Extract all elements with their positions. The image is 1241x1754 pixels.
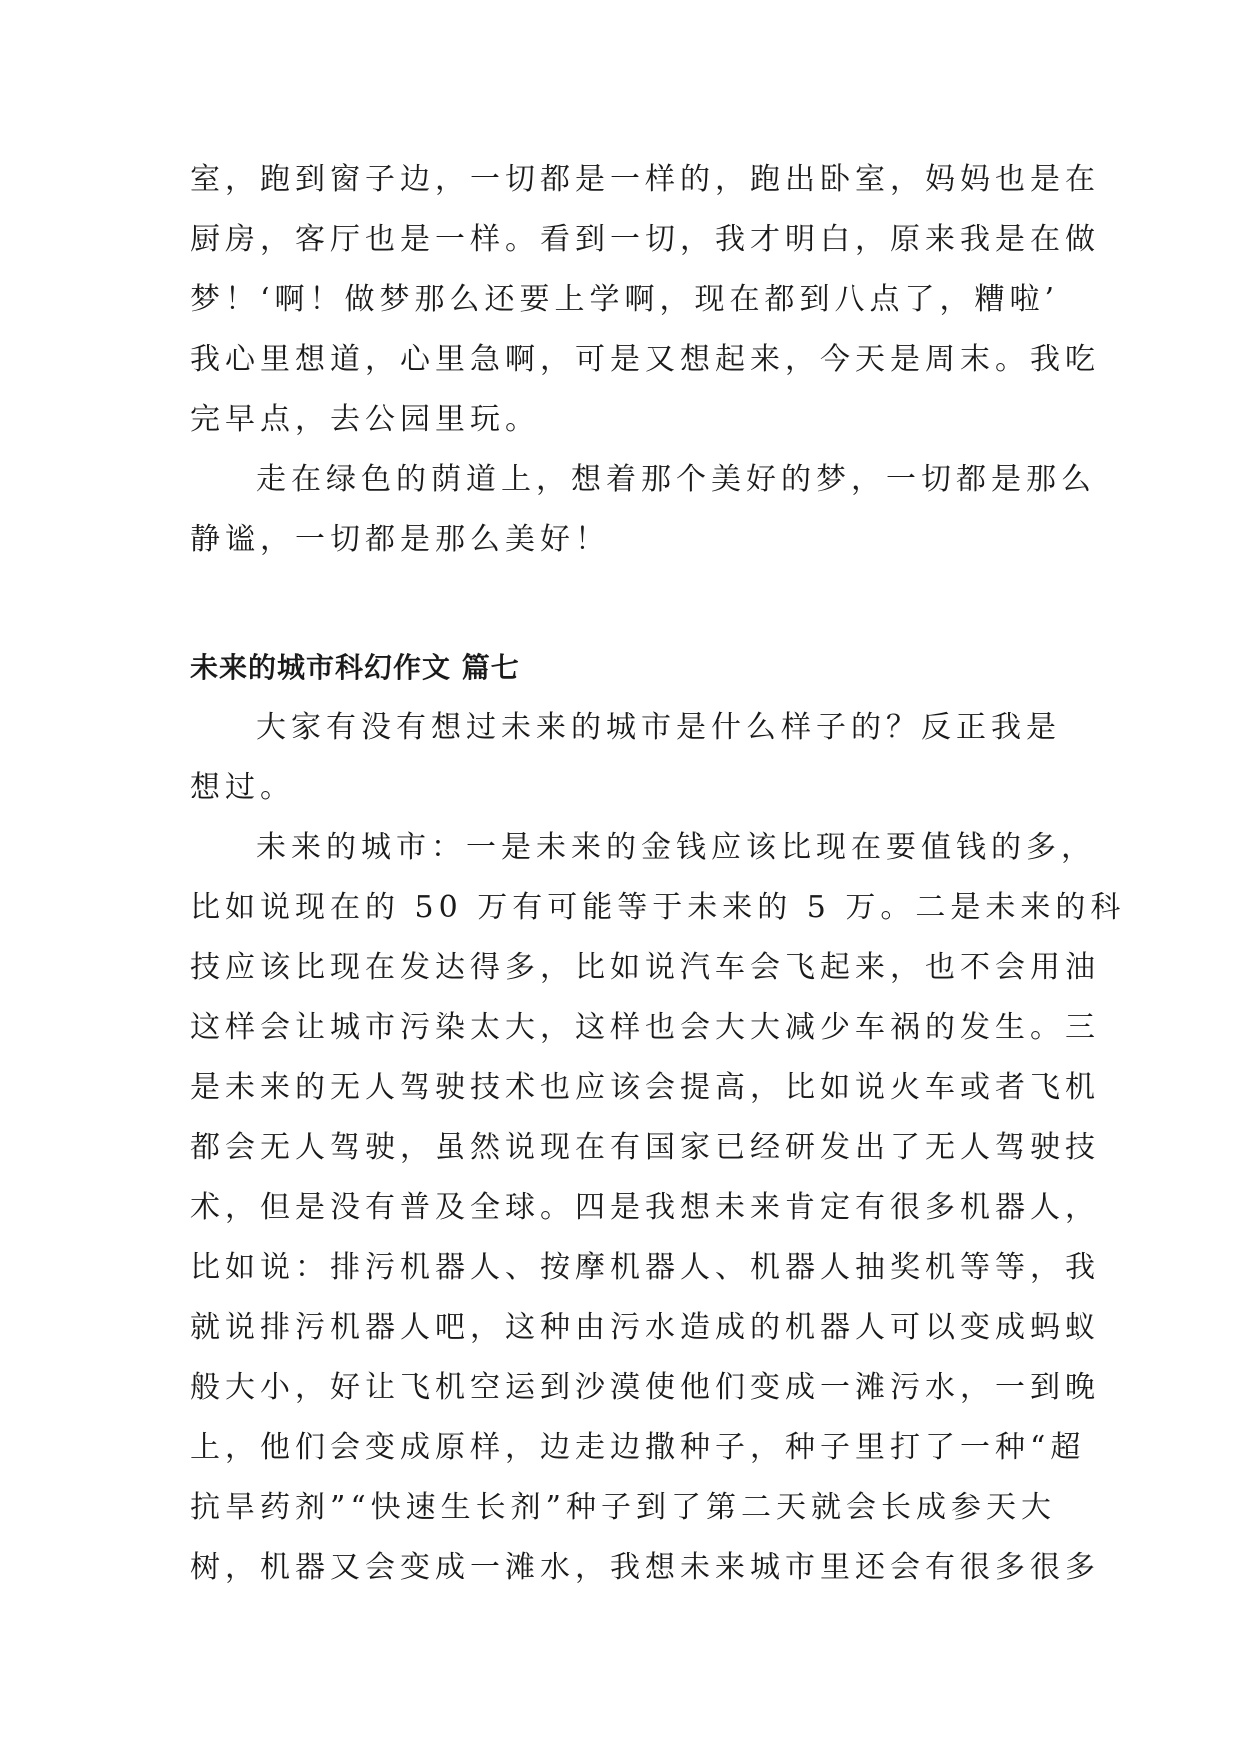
text-line: 就说排污机器人吧，这种由污水造成的机器人可以变成蚂蚁 [190, 1310, 1100, 1345]
text-line: 比如说现在的 50 万有可能等于未来的 5 万。二是未来的科 [190, 890, 1126, 925]
text-line: 上，他们会变成原样，边走边撒种子，种子里打了一种“超 [190, 1430, 1086, 1465]
text-line: 是未来的无人驾驶技术也应该会提高，比如说火车或者飞机 [190, 1070, 1100, 1105]
paragraph-future-city [190, 818, 1126, 1598]
document-page [190, 150, 1126, 1598]
text-line: 完早点，去公园里玩。 [190, 402, 540, 437]
text-line: 技应该比现在发达得多，比如说汽车会飞起来，也不会用油 [190, 950, 1100, 985]
text-line: 都会无人驾驶，虽然说现在有国家已经研发出了无人驾驶技 [190, 1130, 1100, 1165]
section-gap [190, 570, 1050, 638]
text-line: 想过。 [190, 770, 295, 805]
text-line: 这样会让城市污染太大，这样也会大大减少车祸的发生。三 [190, 1010, 1100, 1045]
text-line: 术，但是没有普及全球。四是我想未来肯定有很多机器人， [190, 1190, 1100, 1225]
paragraph-intro-question [190, 698, 1061, 818]
text-line: 我心里想道，心里急啊，可是又想起来，今天是周末。我吃 [190, 342, 1100, 377]
text-line: 静谧，一切都是那么美好！ [190, 522, 610, 557]
text-line: 抗旱药剂”“快速生长剂”种子到了第二天就会长成参天大 [190, 1490, 1057, 1525]
text-line: 室，跑到窗子边，一切都是一样的，跑出卧室，妈妈也是在 [190, 162, 1100, 197]
paragraph-dream-ending [190, 150, 1100, 450]
text-line: 未来的城市：一是未来的金钱应该比现在要值钱的多， [256, 830, 1096, 865]
text-line: 比如说：排污机器人、按摩机器人、机器人抽奖机等等，我 [190, 1250, 1100, 1285]
section-heading: 未来的城市科幻作文 篇七 [190, 651, 520, 684]
text-line: 梦！‘啊！做梦那么还要上学啊，现在都到八点了，糟啦’ [190, 282, 1060, 317]
text-line: 厨房，客厅也是一样。看到一切，我才明白，原来我是在做 [190, 222, 1100, 257]
text-line: 树，机器又会变成一滩水，我想未来城市里还会有很多很多 [190, 1550, 1100, 1585]
text-line: 般大小，好让飞机空运到沙漠使他们变成一滩污水，一到晚 [190, 1370, 1100, 1405]
text-line: 走在绿色的荫道上，想着那个美好的梦，一切都是那么 [256, 462, 1096, 497]
text-line: 大家有没有想过未来的城市是什么样子的？反正我是 [256, 710, 1061, 745]
paragraph-park-walk [190, 450, 1096, 570]
